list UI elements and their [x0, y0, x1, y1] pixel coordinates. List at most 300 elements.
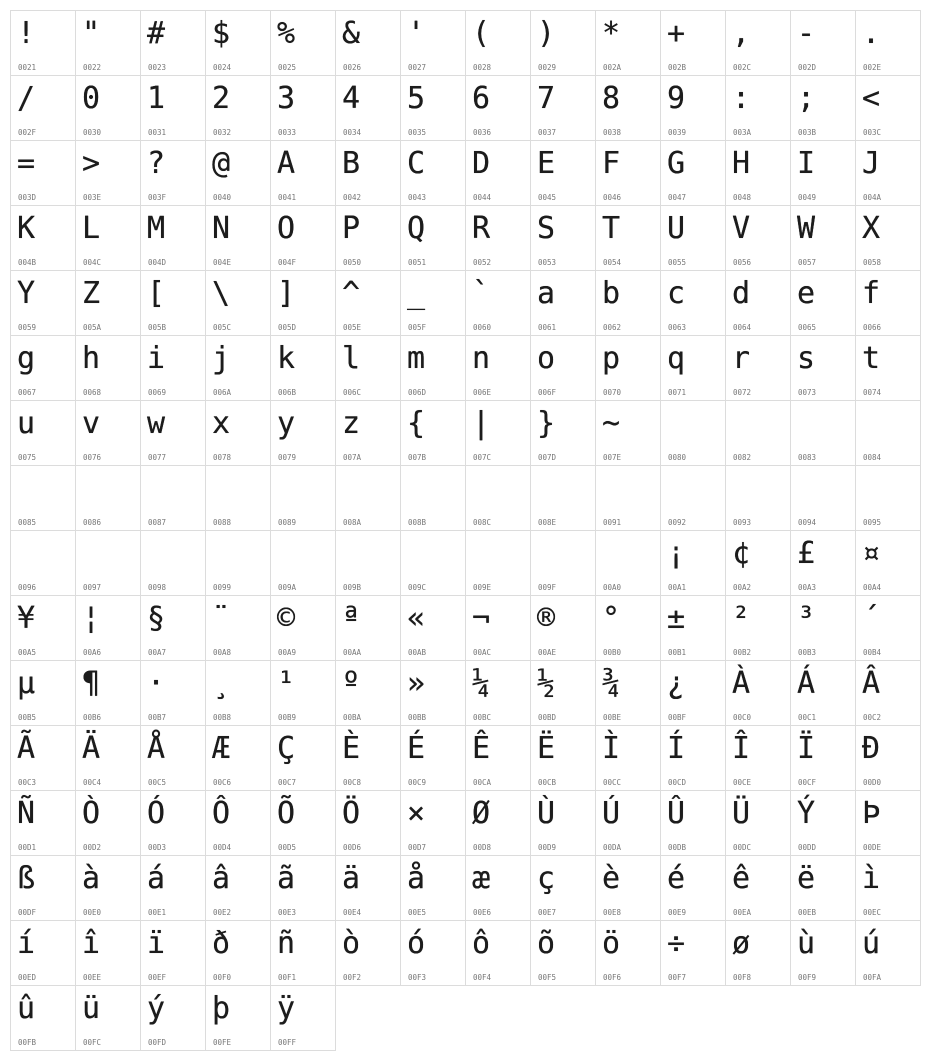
- glyph-preview: O: [277, 211, 296, 246]
- glyph-cell: [725, 10, 791, 76]
- glyph-codepoint-label: 00DC: [733, 843, 752, 852]
- glyph-preview: Ô: [212, 796, 231, 831]
- glyph-codepoint-label: 00DD: [798, 843, 817, 852]
- glyph-codepoint-label: 0075: [18, 453, 37, 462]
- glyph-preview: p: [602, 341, 621, 376]
- glyph-codepoint-label: 00C7: [278, 778, 297, 787]
- glyph-preview: |: [472, 406, 491, 441]
- glyph-cell: [790, 920, 856, 986]
- glyph-codepoint-label: 00E5: [408, 908, 427, 917]
- glyph-cell: [725, 335, 791, 401]
- glyph-codepoint-label: 007E: [603, 453, 622, 462]
- glyph-codepoint-label: 0052: [473, 258, 492, 267]
- glyph-preview: Ï: [797, 731, 816, 766]
- glyph-codepoint-label: 004A: [863, 193, 882, 202]
- glyph-cell: [335, 75, 401, 141]
- glyph-codepoint-label: 00F5: [538, 973, 557, 982]
- glyph-preview: í: [17, 926, 36, 961]
- glyph-cell: [10, 10, 76, 76]
- glyph-preview: J: [862, 146, 881, 181]
- glyph-cell: [270, 465, 336, 531]
- glyph-codepoint-label: 003C: [863, 128, 882, 137]
- glyph-cell: [790, 75, 856, 141]
- glyph-codepoint-label: 00AA: [343, 648, 362, 657]
- glyph-preview: ´: [862, 601, 881, 636]
- glyph-preview: h: [82, 341, 101, 376]
- glyph-cell: [465, 660, 531, 726]
- glyph-codepoint-label: 00D8: [473, 843, 492, 852]
- glyph-cell: [725, 530, 791, 596]
- glyph-preview: °: [602, 601, 621, 636]
- glyph-preview: P: [342, 211, 361, 246]
- glyph-preview: ¤: [862, 536, 881, 571]
- glyph-cell: [725, 725, 791, 791]
- glyph-preview: c: [667, 276, 686, 311]
- glyph-codepoint-label: 00AE: [538, 648, 557, 657]
- glyph-cell: [140, 790, 206, 856]
- glyph-cell: [335, 790, 401, 856]
- glyph-codepoint-label: 007D: [538, 453, 557, 462]
- glyph-preview: Æ: [212, 731, 231, 766]
- glyph-codepoint-label: 00D4: [213, 843, 232, 852]
- glyph-codepoint-label: 00CE: [733, 778, 752, 787]
- glyph-codepoint-label: 00E7: [538, 908, 557, 917]
- glyph-cell: [335, 660, 401, 726]
- glyph-codepoint-label: 0037: [538, 128, 557, 137]
- glyph-cell: [335, 855, 401, 921]
- glyph-codepoint-label: 002A: [603, 63, 622, 72]
- glyph-cell: [205, 75, 271, 141]
- glyph-cell: [855, 270, 921, 336]
- glyph-preview: w: [147, 406, 166, 441]
- glyph-preview: î: [82, 926, 101, 961]
- glyph-codepoint-label: 0049: [798, 193, 817, 202]
- glyph-cell: [335, 335, 401, 401]
- glyph-codepoint-label: 0063: [668, 323, 687, 332]
- glyph-cell: [465, 595, 531, 661]
- glyph-preview: 8: [602, 81, 621, 116]
- glyph-preview: ý: [147, 991, 166, 1026]
- glyph-preview: ¿: [667, 666, 686, 701]
- glyph-codepoint-label: 0095: [863, 518, 882, 527]
- glyph-preview: ¬: [472, 601, 491, 636]
- glyph-grid: [10, 10, 920, 1050]
- glyph-codepoint-label: 00BA: [343, 713, 362, 722]
- glyph-codepoint-label: 00EB: [798, 908, 817, 917]
- glyph-cell: [660, 140, 726, 206]
- glyph-codepoint-label: 0050: [343, 258, 362, 267]
- glyph-preview: x: [212, 406, 231, 441]
- glyph-preview: ú: [862, 926, 881, 961]
- glyph-cell: [855, 205, 921, 271]
- glyph-codepoint-label: 0064: [733, 323, 752, 332]
- glyph-preview: _: [407, 276, 426, 311]
- glyph-preview: 6: [472, 81, 491, 116]
- glyph-cell: [10, 660, 76, 726]
- glyph-cell: [595, 595, 661, 661]
- glyph-cell: [335, 595, 401, 661]
- glyph-cell: [790, 790, 856, 856]
- glyph-cell: [660, 660, 726, 726]
- glyph-cell: [140, 75, 206, 141]
- glyph-codepoint-label: 00BF: [668, 713, 687, 722]
- glyph-codepoint-label: 00B3: [798, 648, 817, 657]
- glyph-cell: [465, 920, 531, 986]
- glyph-codepoint-label: 004C: [83, 258, 102, 267]
- glyph-codepoint-label: 00A6: [83, 648, 102, 657]
- glyph-cell: [725, 920, 791, 986]
- glyph-codepoint-label: 0065: [798, 323, 817, 332]
- glyph-codepoint-label: 00F1: [278, 973, 297, 982]
- glyph-cell: [855, 920, 921, 986]
- glyph-preview: d: [732, 276, 751, 311]
- glyph-preview: Ú: [602, 796, 621, 831]
- glyph-cell: [270, 335, 336, 401]
- glyph-cell: [530, 660, 596, 726]
- glyph-codepoint-label: 008E: [538, 518, 557, 527]
- glyph-cell: [335, 10, 401, 76]
- glyph-preview: Ó: [147, 796, 166, 831]
- glyph-codepoint-label: 0072: [733, 388, 752, 397]
- glyph-codepoint-label: 004E: [213, 258, 232, 267]
- glyph-preview: ü: [82, 991, 101, 1026]
- glyph-cell: [75, 270, 141, 336]
- glyph-codepoint-label: 003E: [83, 193, 102, 202]
- glyph-preview: 9: [667, 81, 686, 116]
- glyph-codepoint-label: 003D: [18, 193, 37, 202]
- glyph-cell: [855, 725, 921, 791]
- glyph-cell: [75, 595, 141, 661]
- glyph-cell: [270, 790, 336, 856]
- glyph-codepoint-label: 0099: [213, 583, 232, 592]
- glyph-cell: [595, 465, 661, 531]
- glyph-preview: À: [732, 666, 751, 701]
- glyph-codepoint-label: 00E2: [213, 908, 232, 917]
- glyph-codepoint-label: 0067: [18, 388, 37, 397]
- glyph-preview: ï: [147, 926, 166, 961]
- glyph-cell: [400, 660, 466, 726]
- glyph-cell: [75, 140, 141, 206]
- glyph-codepoint-label: 00A3: [798, 583, 817, 592]
- glyph-codepoint-label: 003B: [798, 128, 817, 137]
- glyph-preview: *: [602, 16, 621, 51]
- glyph-cell: [400, 140, 466, 206]
- glyph-preview: n: [472, 341, 491, 376]
- glyph-codepoint-label: 00D2: [83, 843, 102, 852]
- glyph-cell: [335, 725, 401, 791]
- glyph-cell: [465, 335, 531, 401]
- glyph-preview: Û: [667, 796, 686, 831]
- glyph-cell: [595, 855, 661, 921]
- glyph-preview: A: [277, 146, 296, 181]
- glyph-preview: I: [797, 146, 816, 181]
- glyph-codepoint-label: 00B2: [733, 648, 752, 657]
- glyph-cell: [855, 595, 921, 661]
- glyph-codepoint-label: 00DE: [863, 843, 882, 852]
- glyph-codepoint-label: 0054: [603, 258, 622, 267]
- glyph-preview: #: [147, 16, 166, 51]
- glyph-preview: M: [147, 211, 166, 246]
- glyph-preview: r: [732, 341, 751, 376]
- glyph-cell: [725, 270, 791, 336]
- glyph-cell: [140, 270, 206, 336]
- glyph-cell: [140, 140, 206, 206]
- glyph-cell: [400, 270, 466, 336]
- glyph-codepoint-label: 0048: [733, 193, 752, 202]
- glyph-preview: þ: [212, 991, 231, 1026]
- glyph-preview: >: [82, 146, 101, 181]
- glyph-codepoint-label: 00F2: [343, 973, 362, 982]
- glyph-preview: \: [212, 276, 231, 311]
- glyph-preview: ë: [797, 861, 816, 896]
- glyph-codepoint-label: 00C4: [83, 778, 102, 787]
- glyph-codepoint-label: 009F: [538, 583, 557, 592]
- glyph-preview: ²: [732, 601, 751, 636]
- glyph-cell: [400, 400, 466, 466]
- glyph-codepoint-label: 0077: [148, 453, 167, 462]
- glyph-codepoint-label: 0092: [668, 518, 687, 527]
- glyph-preview: ¼: [472, 666, 491, 701]
- glyph-cell: [75, 855, 141, 921]
- glyph-preview: S: [537, 211, 556, 246]
- glyph-codepoint-label: 00A5: [18, 648, 37, 657]
- glyph-cell: [465, 10, 531, 76]
- glyph-codepoint-label: 00B0: [603, 648, 622, 657]
- glyph-codepoint-label: 003A: [733, 128, 752, 137]
- glyph-codepoint-label: 00E3: [278, 908, 297, 917]
- glyph-cell: [660, 725, 726, 791]
- glyph-codepoint-label: 0053: [538, 258, 557, 267]
- glyph-codepoint-label: 0096: [18, 583, 37, 592]
- glyph-codepoint-label: 0034: [343, 128, 362, 137]
- glyph-preview: W: [797, 211, 816, 246]
- glyph-cell: [595, 790, 661, 856]
- glyph-cell: [400, 75, 466, 141]
- glyph-codepoint-label: 006D: [408, 388, 427, 397]
- glyph-preview: ®: [537, 601, 556, 636]
- glyph-cell: [660, 790, 726, 856]
- glyph-preview: º: [342, 666, 361, 701]
- glyph-preview: ?: [147, 146, 166, 181]
- glyph-preview: ¨: [212, 601, 231, 636]
- glyph-preview: y: [277, 406, 296, 441]
- glyph-codepoint-label: 00EC: [863, 908, 882, 917]
- glyph-preview: Ì: [602, 731, 621, 766]
- glyph-preview: ©: [277, 601, 296, 636]
- glyph-codepoint-label: 00EF: [148, 973, 167, 982]
- glyph-cell: [530, 75, 596, 141]
- glyph-preview: É: [407, 731, 426, 766]
- glyph-codepoint-label: 007B: [408, 453, 427, 462]
- glyph-preview: ß: [17, 861, 36, 896]
- glyph-cell: [335, 400, 401, 466]
- glyph-preview: ö: [602, 926, 621, 961]
- glyph-cell: [140, 465, 206, 531]
- glyph-codepoint-label: 00BE: [603, 713, 622, 722]
- glyph-preview: à: [82, 861, 101, 896]
- glyph-codepoint-label: 00C6: [213, 778, 232, 787]
- glyph-cell: [530, 920, 596, 986]
- glyph-cell: [660, 335, 726, 401]
- glyph-cell: [725, 660, 791, 726]
- glyph-preview: È: [342, 731, 361, 766]
- glyph-codepoint-label: 00B5: [18, 713, 37, 722]
- glyph-preview: {: [407, 406, 426, 441]
- glyph-cell: [75, 400, 141, 466]
- glyph-preview: -: [797, 16, 816, 51]
- glyph-preview: Þ: [862, 796, 881, 831]
- glyph-codepoint-label: 00BB: [408, 713, 427, 722]
- glyph-preview: ,: [732, 16, 751, 51]
- glyph-codepoint-label: 002E: [863, 63, 882, 72]
- glyph-codepoint-label: 0021: [18, 63, 37, 72]
- glyph-preview: i: [147, 341, 166, 376]
- glyph-cell: [75, 985, 141, 1051]
- glyph-cell: [725, 400, 791, 466]
- glyph-preview: (: [472, 16, 491, 51]
- glyph-codepoint-label: 009E: [473, 583, 492, 592]
- glyph-preview: Y: [17, 276, 36, 311]
- glyph-preview: Õ: [277, 796, 296, 831]
- glyph-codepoint-label: 00A4: [863, 583, 882, 592]
- glyph-cell: [465, 465, 531, 531]
- glyph-cell: [400, 335, 466, 401]
- glyph-codepoint-label: 00FC: [83, 1038, 102, 1047]
- glyph-cell: [465, 205, 531, 271]
- glyph-codepoint-label: 005A: [83, 323, 102, 332]
- glyph-cell: [790, 205, 856, 271]
- glyph-cell: [10, 595, 76, 661]
- glyph-preview: Ë: [537, 731, 556, 766]
- glyph-codepoint-label: 0086: [83, 518, 102, 527]
- glyph-codepoint-label: 00CB: [538, 778, 557, 787]
- glyph-codepoint-label: 002C: [733, 63, 752, 72]
- glyph-cell: [595, 335, 661, 401]
- glyph-codepoint-label: 0023: [148, 63, 167, 72]
- glyph-cell: [530, 335, 596, 401]
- glyph-preview: ': [407, 16, 426, 51]
- glyph-codepoint-label: 00E8: [603, 908, 622, 917]
- glyph-cell: [400, 595, 466, 661]
- glyph-cell: [205, 10, 271, 76]
- glyph-cell: [400, 205, 466, 271]
- glyph-cell: [855, 660, 921, 726]
- glyph-codepoint-label: 00C2: [863, 713, 882, 722]
- glyph-cell: [270, 985, 336, 1051]
- glyph-cell: [205, 855, 271, 921]
- glyph-codepoint-label: 009A: [278, 583, 297, 592]
- glyph-cell: [530, 270, 596, 336]
- glyph-cell: [75, 725, 141, 791]
- glyph-cell: [660, 10, 726, 76]
- glyph-preview: £: [797, 536, 816, 571]
- glyph-preview: ·: [147, 666, 166, 701]
- glyph-preview: F: [602, 146, 621, 181]
- glyph-codepoint-label: 00CF: [798, 778, 817, 787]
- glyph-cell: [10, 400, 76, 466]
- glyph-codepoint-label: 00B8: [213, 713, 232, 722]
- glyph-codepoint-label: 0082: [733, 453, 752, 462]
- glyph-cell: [855, 855, 921, 921]
- glyph-cell: [75, 465, 141, 531]
- glyph-cell: [855, 335, 921, 401]
- glyph-cell: [595, 920, 661, 986]
- glyph-codepoint-label: 0098: [148, 583, 167, 592]
- glyph-cell: [790, 855, 856, 921]
- glyph-codepoint-label: 00A7: [148, 648, 167, 657]
- glyph-preview: X: [862, 211, 881, 246]
- glyph-codepoint-label: 00D5: [278, 843, 297, 852]
- glyph-cell: [530, 400, 596, 466]
- glyph-cell: [205, 790, 271, 856]
- glyph-preview: z: [342, 406, 361, 441]
- glyph-cell: [660, 270, 726, 336]
- glyph-cell: [790, 10, 856, 76]
- glyph-preview: T: [602, 211, 621, 246]
- glyph-preview: Ý: [797, 796, 816, 831]
- glyph-preview: R: [472, 211, 491, 246]
- glyph-codepoint-label: 00B4: [863, 648, 882, 657]
- glyph-codepoint-label: 0028: [473, 63, 492, 72]
- glyph-codepoint-label: 0084: [863, 453, 882, 462]
- glyph-cell: [10, 920, 76, 986]
- glyph-preview: ¾: [602, 666, 621, 701]
- glyph-preview: ñ: [277, 926, 296, 961]
- glyph-preview: Ð: [862, 731, 881, 766]
- glyph-preview: ç: [537, 861, 556, 896]
- glyph-codepoint-label: 0069: [148, 388, 167, 397]
- glyph-cell: [660, 595, 726, 661]
- glyph-codepoint-label: 00E6: [473, 908, 492, 917]
- glyph-codepoint-label: 0093: [733, 518, 752, 527]
- glyph-preview: å: [407, 861, 426, 896]
- glyph-cell: [10, 985, 76, 1051]
- glyph-codepoint-label: 0074: [863, 388, 882, 397]
- glyph-codepoint-label: 004D: [148, 258, 167, 267]
- glyph-cell: [725, 75, 791, 141]
- glyph-cell: [140, 10, 206, 76]
- glyph-preview: B: [342, 146, 361, 181]
- glyph-preview: U: [667, 211, 686, 246]
- glyph-cell: [790, 595, 856, 661]
- glyph-cell: [205, 985, 271, 1051]
- glyph-cell: [75, 790, 141, 856]
- glyph-codepoint-label: 0025: [278, 63, 297, 72]
- glyph-cell: [530, 10, 596, 76]
- glyph-cell: [660, 920, 726, 986]
- glyph-codepoint-label: 00F3: [408, 973, 427, 982]
- glyph-preview: N: [212, 211, 231, 246]
- glyph-cell: [10, 140, 76, 206]
- glyph-codepoint-label: 006F: [538, 388, 557, 397]
- glyph-preview: <: [862, 81, 881, 116]
- glyph-codepoint-label: 0078: [213, 453, 232, 462]
- glyph-cell: [10, 335, 76, 401]
- glyph-cell: [10, 530, 76, 596]
- glyph-codepoint-label: 00CA: [473, 778, 492, 787]
- glyph-codepoint-label: 0045: [538, 193, 557, 202]
- glyph-cell: [140, 660, 206, 726]
- glyph-codepoint-label: 0027: [408, 63, 427, 72]
- glyph-codepoint-label: 00B6: [83, 713, 102, 722]
- glyph-codepoint-label: 0080: [668, 453, 687, 462]
- glyph-codepoint-label: 0038: [603, 128, 622, 137]
- glyph-cell: [205, 465, 271, 531]
- glyph-preview: Ê: [472, 731, 491, 766]
- glyph-cell: [270, 205, 336, 271]
- glyph-cell: [270, 855, 336, 921]
- glyph-codepoint-label: 00FD: [148, 1038, 167, 1047]
